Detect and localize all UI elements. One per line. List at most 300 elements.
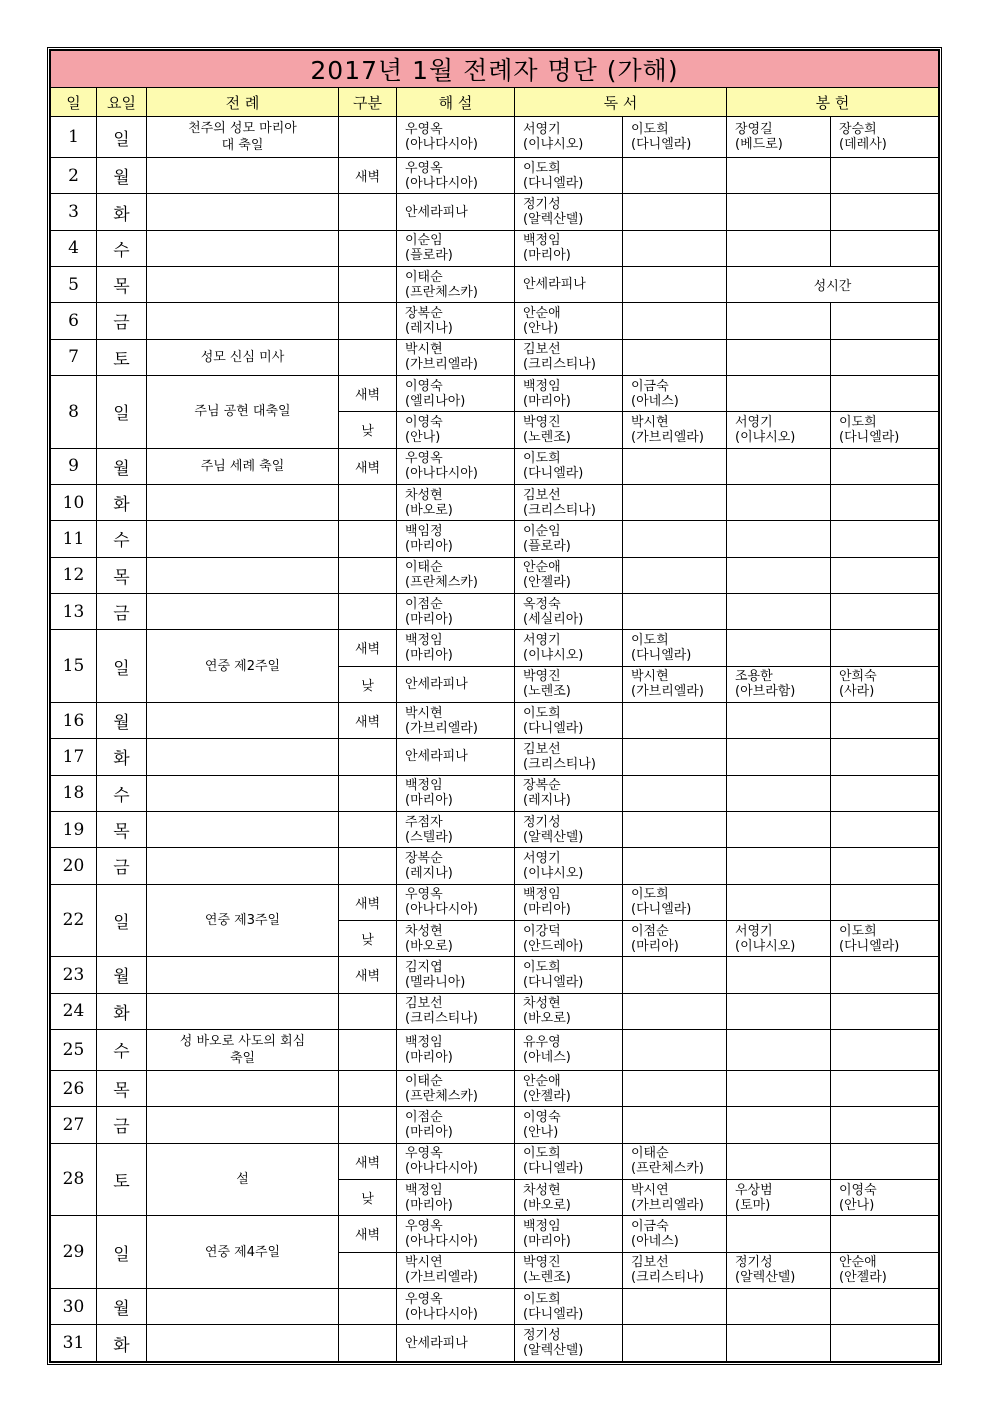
offering-cell: [831, 230, 939, 266]
reader-cell: 이강덕 (안드레아): [515, 920, 623, 956]
reader-cell: 김보선 (크리스티나): [515, 339, 623, 375]
offering-cell: [727, 811, 831, 847]
table-row: [51, 1143, 939, 1179]
offering-cell: [831, 158, 939, 194]
reader-cell: 이도희 (다니엘라): [515, 1143, 623, 1179]
reader-cell: 정기성 (알렉산델): [515, 194, 623, 230]
offering-cell: [727, 702, 831, 738]
reader-cell: 박시현 (가브리엘라): [623, 666, 727, 702]
offering-cell: 이영숙 (안나): [831, 1179, 939, 1215]
weekday-cell: 수: [97, 521, 147, 557]
liturgy-cell: [147, 484, 339, 520]
offering-cell: [831, 303, 939, 339]
commentary-cell: 김지엽 (멜라니아): [397, 957, 515, 993]
reader-cell: 정기성 (알렉산델): [515, 811, 623, 847]
reader-cell: [623, 993, 727, 1029]
day-cell: 20: [51, 848, 97, 884]
weekday-cell: 수: [97, 775, 147, 811]
table-row: [51, 267, 939, 303]
liturgy-cell: 주님 공현 대축일: [147, 375, 339, 448]
part-cell: 새벽: [339, 158, 397, 194]
part-cell: 새벽: [339, 375, 397, 411]
offering-cell: [727, 484, 831, 520]
reader-cell: 이도희 (다니엘라): [623, 630, 727, 666]
offering-cell: [727, 739, 831, 775]
offering-cell: [831, 739, 939, 775]
part-cell: 새벽: [339, 957, 397, 993]
reader-cell: 이점순 (마리아): [623, 920, 727, 956]
offering-cell: 장승희 (데레사): [831, 117, 939, 158]
reader-cell: [623, 1029, 727, 1070]
part-cell: [339, 1029, 397, 1070]
offering-cell: [831, 194, 939, 230]
commentary-cell: 장복순 (레지나): [397, 848, 515, 884]
liturgy-cell: [147, 521, 339, 557]
day-cell: 30: [51, 1288, 97, 1324]
part-cell: [339, 811, 397, 847]
offering-cell: [727, 375, 831, 411]
part-cell: [339, 194, 397, 230]
offering-cell: [831, 1325, 939, 1362]
liturgy-cell: [147, 739, 339, 775]
offering-cell: [831, 630, 939, 666]
liturgy-cell: [147, 303, 339, 339]
offering-cell: [727, 557, 831, 593]
part-cell: 새벽: [339, 884, 397, 920]
offering-cell: 조용한 (아브라함): [727, 666, 831, 702]
reader-cell: [623, 775, 727, 811]
part-cell: [339, 303, 397, 339]
header-commentary: 해 설: [397, 88, 515, 117]
reader-cell: 박영진 (노렌조): [515, 666, 623, 702]
commentary-cell: 이영숙 (엘리나아): [397, 375, 515, 411]
offering-cell: [831, 339, 939, 375]
reader-cell: [623, 1288, 727, 1324]
offering-cell: [727, 230, 831, 266]
table-row: [51, 117, 939, 158]
weekday-cell: 토: [97, 1143, 147, 1216]
commentary-cell: 우영옥 (아나다시아): [397, 158, 515, 194]
weekday-cell: 금: [97, 848, 147, 884]
reader-cell: [623, 267, 727, 303]
liturgy-cell: [147, 1288, 339, 1324]
day-cell: 26: [51, 1070, 97, 1106]
liturgy-cell: 성 바오로 사도의 회심 축일: [147, 1029, 339, 1070]
weekday-cell: 목: [97, 267, 147, 303]
reader-cell: [623, 339, 727, 375]
table-row: [51, 194, 939, 230]
offering-cell: [831, 811, 939, 847]
table-row: [51, 811, 939, 847]
offering-cell: [831, 521, 939, 557]
header-day: 일: [51, 88, 97, 117]
offering-cell: [831, 702, 939, 738]
reader-cell: 박시연 (가브리엘라): [623, 1179, 727, 1215]
liturgy-cell: 연중 제4주일: [147, 1216, 339, 1289]
liturgy-cell: [147, 158, 339, 194]
part-cell: 새벽: [339, 448, 397, 484]
commentary-cell: 이태순 (프란체스카): [397, 557, 515, 593]
reader-cell: 이금숙 (아네스): [623, 1216, 727, 1252]
day-cell: 5: [51, 267, 97, 303]
commentary-cell: 우영옥 (아나다시아): [397, 448, 515, 484]
commentary-cell: 안세라피나: [397, 739, 515, 775]
weekday-cell: 목: [97, 1070, 147, 1106]
roster-sheet: [47, 47, 942, 1365]
table-row: [51, 158, 939, 194]
table-row: [51, 630, 939, 666]
table-row: [51, 1070, 939, 1106]
commentary-cell: 박시연 (가브리엘라): [397, 1252, 515, 1288]
reader-cell: 이도희 (다니엘라): [515, 448, 623, 484]
liturgy-cell: [147, 1070, 339, 1106]
reader-cell: [623, 158, 727, 194]
liturgy-cell: [147, 702, 339, 738]
weekday-cell: 화: [97, 739, 147, 775]
liturgy-cell: 연중 제3주일: [147, 884, 339, 957]
table-row: [51, 303, 939, 339]
part-cell: [339, 1325, 397, 1362]
liturgy-cell: [147, 811, 339, 847]
part-cell: [339, 993, 397, 1029]
commentary-cell: 이영숙 (안나): [397, 412, 515, 448]
header-offering: 봉 헌: [727, 88, 939, 117]
reader-cell: 박영진 (노렌조): [515, 412, 623, 448]
part-cell: [339, 848, 397, 884]
day-cell: 27: [51, 1107, 97, 1143]
offering-cell: [831, 1143, 939, 1179]
part-cell: 새벽: [339, 630, 397, 666]
reader-cell: [623, 557, 727, 593]
offering-cell: [831, 1288, 939, 1324]
weekday-cell: 화: [97, 993, 147, 1029]
reader-cell: 김보선 (크리스티나): [515, 739, 623, 775]
reader-cell: 이도희 (다니엘라): [515, 158, 623, 194]
commentary-cell: 백정임 (마리아): [397, 1179, 515, 1215]
liturgy-cell: 주님 세례 축일: [147, 448, 339, 484]
weekday-cell: 토: [97, 339, 147, 375]
liturgy-cell: [147, 1107, 339, 1143]
table-row: [51, 448, 939, 484]
reader-cell: 이도희 (다니엘라): [623, 884, 727, 920]
header-reading: 독 서: [515, 88, 727, 117]
reader-cell: [623, 1325, 727, 1362]
commentary-cell: 차성현 (바오로): [397, 920, 515, 956]
reader-cell: 서영기 (이냐시오): [515, 117, 623, 158]
weekday-cell: 수: [97, 1029, 147, 1070]
offering-cell: [831, 1029, 939, 1070]
offering-cell: [831, 1070, 939, 1106]
part-cell: [339, 230, 397, 266]
reader-cell: 장복순 (레지나): [515, 775, 623, 811]
weekday-cell: 월: [97, 448, 147, 484]
part-cell: [339, 339, 397, 375]
part-cell: [339, 484, 397, 520]
reader-cell: 안순애 (안젤라): [515, 557, 623, 593]
commentary-cell: 우영옥 (아나다시아): [397, 1143, 515, 1179]
offering-cell: [727, 448, 831, 484]
part-cell: 낮: [339, 412, 397, 448]
offering-cell: 안희숙 (사라): [831, 666, 939, 702]
reader-cell: 이금숙 (아네스): [623, 375, 727, 411]
commentary-cell: 이점순 (마리아): [397, 1107, 515, 1143]
part-cell: [339, 775, 397, 811]
offering-cell: [831, 957, 939, 993]
part-cell: 새벽: [339, 1143, 397, 1179]
liturgy-cell: [147, 194, 339, 230]
reader-cell: 백정임 (마리아): [515, 375, 623, 411]
weekday-cell: 금: [97, 1107, 147, 1143]
reader-cell: [623, 484, 727, 520]
offering-cell: [727, 993, 831, 1029]
offering-cell: [727, 1216, 831, 1252]
day-cell: 2: [51, 158, 97, 194]
commentary-cell: 박시현 (가브리엘라): [397, 702, 515, 738]
weekday-cell: 일: [97, 1216, 147, 1289]
commentary-cell: 백임정 (마리아): [397, 521, 515, 557]
reader-cell: 서영기 (이냐시오): [515, 848, 623, 884]
commentary-cell: 안세라피나: [397, 666, 515, 702]
offering-cell: [831, 448, 939, 484]
reader-cell: [623, 303, 727, 339]
day-cell: 8: [51, 375, 97, 448]
table-row: [51, 557, 939, 593]
part-cell: 낮: [339, 920, 397, 956]
liturgy-cell: [147, 557, 339, 593]
day-cell: 29: [51, 1216, 97, 1289]
table-row: [51, 1107, 939, 1143]
day-cell: 15: [51, 630, 97, 703]
offering-cell: [727, 1107, 831, 1143]
reader-cell: 백정임 (마리아): [515, 884, 623, 920]
day-cell: 25: [51, 1029, 97, 1070]
day-cell: 18: [51, 775, 97, 811]
offering-cell: 정기성 (알렉산델): [727, 1252, 831, 1288]
table-row: [51, 848, 939, 884]
part-cell: [339, 521, 397, 557]
table-row: [51, 593, 939, 629]
header-part: 구분: [339, 88, 397, 117]
reader-cell: 김보선 (크리스티나): [515, 484, 623, 520]
header-liturgy: 전 례: [147, 88, 339, 117]
day-cell: 9: [51, 448, 97, 484]
part-cell: [339, 1070, 397, 1106]
reader-cell: 이순임 (플로라): [515, 521, 623, 557]
reader-cell: 차성현 (바오로): [515, 993, 623, 1029]
offering-cell: [831, 484, 939, 520]
part-cell: [339, 1288, 397, 1324]
weekday-cell: 월: [97, 702, 147, 738]
offering-cell: 안순애 (안젤라): [831, 1252, 939, 1288]
part-cell: [339, 117, 397, 158]
table-row: [51, 1325, 939, 1362]
commentary-cell: 백정임 (마리아): [397, 1029, 515, 1070]
day-cell: 24: [51, 993, 97, 1029]
offering-cell: [727, 303, 831, 339]
part-cell: [339, 1107, 397, 1143]
offering-cell: [727, 775, 831, 811]
reader-cell: [623, 811, 727, 847]
reader-cell: 안세라피나: [515, 267, 623, 303]
reader-cell: [623, 702, 727, 738]
offering-cell: [831, 884, 939, 920]
commentary-cell: 이점순 (마리아): [397, 593, 515, 629]
liturgy-cell: 연중 제2주일: [147, 630, 339, 703]
reader-cell: 김보선 (크리스티나): [623, 1252, 727, 1288]
day-cell: 23: [51, 957, 97, 993]
reader-cell: [623, 1070, 727, 1106]
reader-cell: 서영기 (이냐시오): [515, 630, 623, 666]
reader-cell: 정기성 (알렉산델): [515, 1325, 623, 1362]
table-row: [51, 1216, 939, 1252]
offering-cell: [727, 593, 831, 629]
offering-cell: [727, 1143, 831, 1179]
day-cell: 11: [51, 521, 97, 557]
offering-cell: [727, 884, 831, 920]
reader-cell: 이영숙 (안나): [515, 1107, 623, 1143]
weekday-cell: 월: [97, 1288, 147, 1324]
day-cell: 19: [51, 811, 97, 847]
commentary-cell: 이태순 (프란체스카): [397, 1070, 515, 1106]
weekday-cell: 목: [97, 811, 147, 847]
day-cell: 16: [51, 702, 97, 738]
reader-cell: 이도희 (다니엘라): [515, 702, 623, 738]
offering-cell: [727, 1325, 831, 1362]
commentary-cell: 차성현 (바오로): [397, 484, 515, 520]
weekday-cell: 일: [97, 884, 147, 957]
page-title: 2017년 1월 전례자 명단 (가해): [51, 51, 939, 88]
offering-cell: 이도희 (다니엘라): [831, 412, 939, 448]
reader-cell: [623, 448, 727, 484]
commentary-cell: 장복순 (레지나): [397, 303, 515, 339]
day-cell: 12: [51, 557, 97, 593]
commentary-cell: 백정임 (마리아): [397, 630, 515, 666]
offering-cell: [727, 1070, 831, 1106]
table-row: [51, 957, 939, 993]
reader-cell: 유우영 (아네스): [515, 1029, 623, 1070]
reader-cell: 이태순 (프란체스카): [623, 1143, 727, 1179]
part-cell: [339, 593, 397, 629]
roster-table: [50, 50, 939, 1362]
table-row: [51, 702, 939, 738]
weekday-cell: 월: [97, 957, 147, 993]
liturgy-cell: [147, 593, 339, 629]
weekday-cell: 일: [97, 117, 147, 158]
weekday-cell: 월: [97, 158, 147, 194]
weekday-cell: 화: [97, 1325, 147, 1362]
offering-cell: 서영기 (이냐시오): [727, 412, 831, 448]
commentary-cell: 백정임 (마리아): [397, 775, 515, 811]
offering-cell: [727, 957, 831, 993]
offering-cell: [831, 848, 939, 884]
offering-cell: [831, 593, 939, 629]
day-cell: 3: [51, 194, 97, 230]
liturgy-cell: [147, 848, 339, 884]
offering-cell: [831, 557, 939, 593]
weekday-cell: 화: [97, 484, 147, 520]
part-cell: [339, 267, 397, 303]
offering-cell: [831, 1107, 939, 1143]
commentary-cell: 이순임 (플로라): [397, 230, 515, 266]
part-cell: [339, 1252, 397, 1288]
commentary-cell: 우영옥 (아나다시아): [397, 1216, 515, 1252]
reader-cell: 이도희 (다니엘라): [515, 1288, 623, 1324]
offering-cell: [727, 1288, 831, 1324]
commentary-cell: 안세라피나: [397, 1325, 515, 1362]
offering-cell: [831, 993, 939, 1029]
reader-cell: 백정임 (마리아): [515, 1216, 623, 1252]
weekday-cell: 일: [97, 630, 147, 703]
reader-cell: 안순애 (안젤라): [515, 1070, 623, 1106]
liturgy-cell: [147, 775, 339, 811]
offering-cell: [831, 1216, 939, 1252]
day-cell: 17: [51, 739, 97, 775]
day-cell: 10: [51, 484, 97, 520]
reader-cell: 박영진 (노렌조): [515, 1252, 623, 1288]
table-row: [51, 993, 939, 1029]
table-row: [51, 1288, 939, 1324]
offering-merged-cell: 성시간: [727, 267, 939, 303]
reader-cell: [623, 848, 727, 884]
offering-cell: [727, 158, 831, 194]
offering-cell: [727, 848, 831, 884]
liturgy-cell: [147, 957, 339, 993]
header-dow: 요일: [97, 88, 147, 117]
weekday-cell: 화: [97, 194, 147, 230]
reader-cell: 이도희 (다니엘라): [623, 117, 727, 158]
offering-cell: [727, 339, 831, 375]
table-row: [51, 1029, 939, 1070]
part-cell: 낮: [339, 666, 397, 702]
reader-cell: [623, 1107, 727, 1143]
commentary-cell: 주점자 (스텔라): [397, 811, 515, 847]
weekday-cell: 목: [97, 557, 147, 593]
table-row: [51, 739, 939, 775]
commentary-cell: 박시현 (가브리엘라): [397, 339, 515, 375]
reader-cell: [623, 593, 727, 629]
liturgy-cell: [147, 993, 339, 1029]
reader-cell: 안순애 (안나): [515, 303, 623, 339]
weekday-cell: 일: [97, 375, 147, 448]
weekday-cell: 수: [97, 230, 147, 266]
table-row: [51, 230, 939, 266]
offering-cell: 우상범 (토마): [727, 1179, 831, 1215]
table-row: [51, 884, 939, 920]
reader-cell: 옥정숙 (세실리아): [515, 593, 623, 629]
reader-cell: 박시현 (가브리엘라): [623, 412, 727, 448]
part-cell: 새벽: [339, 702, 397, 738]
commentary-cell: 우영옥 (아나다시아): [397, 1288, 515, 1324]
reader-cell: [623, 230, 727, 266]
offering-cell: [727, 1029, 831, 1070]
offering-cell: [831, 775, 939, 811]
weekday-cell: 금: [97, 303, 147, 339]
liturgy-cell: [147, 267, 339, 303]
reader-cell: [623, 739, 727, 775]
table-row: [51, 375, 939, 411]
reader-cell: [623, 194, 727, 230]
reader-cell: [623, 957, 727, 993]
liturgy-cell: [147, 1325, 339, 1362]
table-row: [51, 521, 939, 557]
commentary-cell: 우영옥 (아나다시아): [397, 117, 515, 158]
reader-cell: 백정임 (마리아): [515, 230, 623, 266]
day-cell: 31: [51, 1325, 97, 1362]
offering-cell: [727, 194, 831, 230]
day-cell: 1: [51, 117, 97, 158]
part-cell: [339, 739, 397, 775]
table-row: [51, 775, 939, 811]
